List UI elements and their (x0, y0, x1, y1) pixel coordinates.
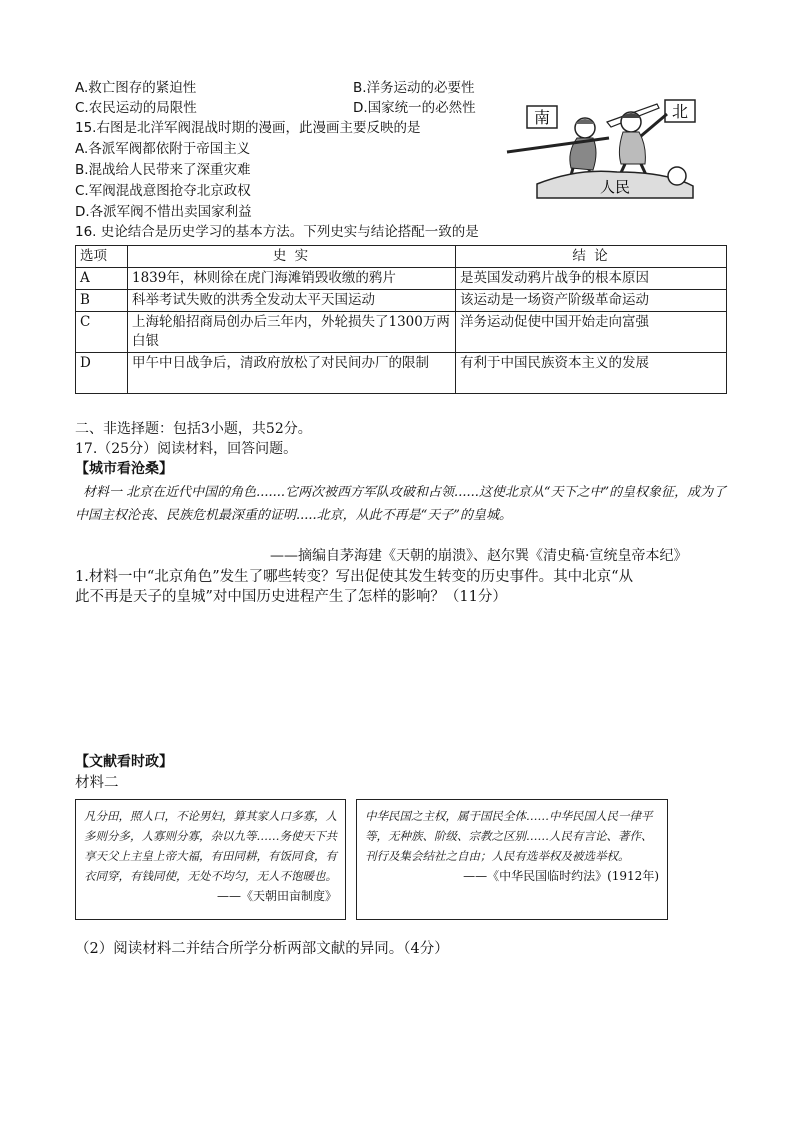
row-option: D (76, 353, 128, 394)
q14-option-b: B.洋务运动的必要性 (353, 80, 475, 96)
row-fact: 科举考试失败的洪秀全发动太平天国运动 (128, 290, 456, 312)
row-option: B (76, 290, 128, 312)
material1-source: ——摘编自茅海建《天朝的崩溃》、赵尔巽《清史稿·宣统皇帝本纪》 (270, 548, 688, 564)
table-row (76, 268, 727, 290)
question1-line2: 此不再是天子的皇城”对中国历史进程产生了怎样的影响？（11分） (75, 589, 507, 605)
table-header-row (76, 246, 727, 268)
question2: （2）阅读材料二并结合所学分析两部文献的异同。（4分） (75, 941, 449, 957)
table-row (76, 353, 727, 394)
question1-line1: 1.材料一中“北京角色”发生了哪些转变？写出促使其发生转变的历史事件。其中北京“从 (75, 569, 634, 585)
q16-stem: 16. 史论结合是历史学习的基本方法。下列史实与结论搭配一致的是 (75, 224, 479, 240)
q15-stem: 15.右图是北洋军阀混战时期的漫画，此漫画主要反映的是 (75, 120, 421, 136)
cartoon-label-south: 南 (533, 108, 551, 127)
q15-option-a: A.各派军阀都依附于帝国主义 (75, 141, 251, 157)
row-conclusion: 有利于中国民族资本主义的发展 (456, 353, 727, 394)
row-option: A (76, 268, 128, 290)
section2-heading: 二、非选择题：包括3小题，共52分。 (75, 421, 312, 437)
q14-option-d: D.国家统一的必然性 (353, 100, 476, 116)
row-conclusion: 洋务运动促使中国开始走向富强 (456, 312, 727, 353)
material2-box-right (356, 799, 668, 920)
cartoon-label-people: 人民 (599, 178, 631, 196)
box-left-source: ——《天朝田亩制度》 (216, 889, 337, 903)
material2-label: 材料二 (75, 775, 119, 791)
header-conclusion: 结 论 (456, 246, 727, 268)
sub1-title: 【城市看沧桑】 (75, 461, 173, 477)
header-fact: 史 实 (128, 246, 456, 268)
q15-option-c: C.军阀混战意图抢夺北京政权 (75, 183, 251, 199)
material2-box-left (75, 799, 346, 920)
row-conclusion: 是英国发动鸦片战争的根本原因 (456, 268, 727, 290)
row-fact: 1839年，林则徐在虎门海滩销毁收缴的鸦片 (128, 268, 456, 290)
q17-heading: 17.（25分）阅读材料，回答问题。 (75, 441, 298, 457)
q14-option-a: A.救亡图存的紧迫性 (75, 80, 197, 96)
q16-table (75, 245, 727, 394)
cartoon-label-north: 北 (671, 102, 689, 121)
header-option: 选项 (76, 246, 128, 268)
box-left-text: 凡分田，照人口，不论男妇，算其家人口多寡，人多则分多，人寡则分寡，杂以九等……务使天下共享天父上主皇上帝大福，有田同耕，有饭同食，有衣同穿，有钱同使，无处不均匀，无人不饱暖也。 (84, 809, 337, 883)
sub2-title: 【文献看时政】 (75, 754, 173, 770)
q15-option-d: D.各派军阀不惜出卖国家利益 (75, 204, 252, 220)
table-row (76, 290, 727, 312)
row-fact: 甲午中日战争后，清政府放松了对民间办厂的限制 (128, 353, 456, 394)
q14-option-c: C.农民运动的局限性 (75, 100, 197, 116)
row-option: C (76, 312, 128, 353)
material1-text: 材料一 北京在近代中国的角色.......它两次被西方军队攻破和占领......这使北京从“天下之中”的皇权象征，成为了中国主权沦丧、民族危机最深重的证明.....北京，从此不再是“天子”的皇城。 (75, 485, 727, 523)
box-right-source: ——《中华民国临时约法》(1912年) (463, 869, 659, 883)
q15-option-b: B.混战给人民带来了深重灾难 (75, 162, 251, 178)
row-conclusion: 该运动是一场资产阶级革命运动 (456, 290, 727, 312)
table-row (76, 312, 727, 353)
warlord-cartoon-image (497, 94, 705, 202)
row-fact: 上海轮船招商局创办后三年内，外轮损失了1300万两白银 (128, 312, 456, 353)
box-right-text: 中华民国之主权，属于国民全体……中华民国人民一律平等，无种族、阶级、宗教之区别……人民有言论、著作、刊行及集会结社之自由；人民有选举权及被选举权。 (365, 809, 653, 863)
